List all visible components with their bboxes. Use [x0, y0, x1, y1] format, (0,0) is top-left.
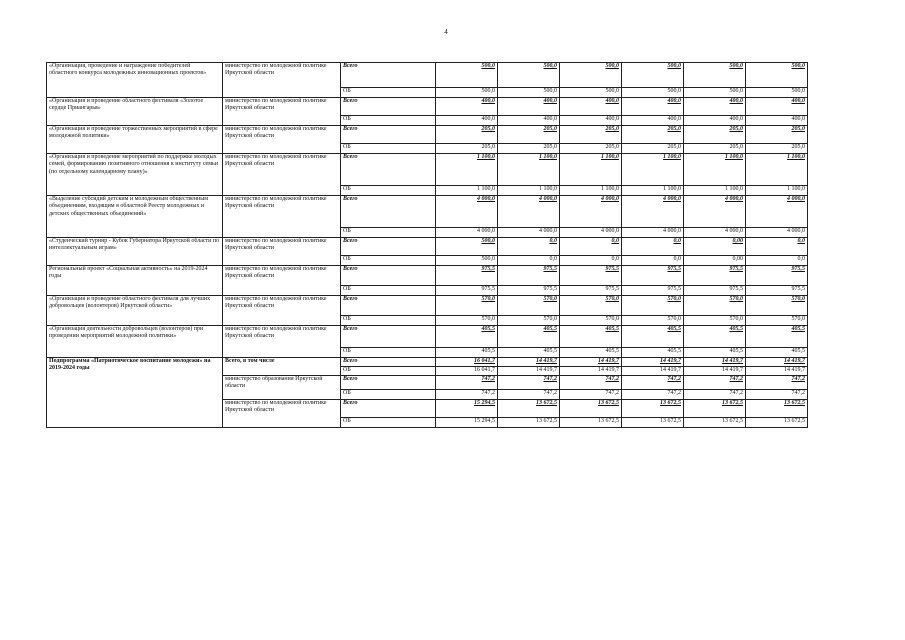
- event-name: Региональный проект «Социальная активность» на 2019-2024 годы: [47, 266, 223, 296]
- row-value-y6: 570,0: [746, 316, 808, 326]
- row-type-label: ОБ: [341, 286, 436, 296]
- row-value-y5: 0,00: [684, 238, 746, 256]
- row-value-y1: 1 100,0: [436, 186, 498, 196]
- subexec-type-label: ОБ: [341, 390, 436, 400]
- row-value-y5: 405,5: [684, 326, 746, 348]
- row-value-y3: 570,0: [560, 296, 622, 316]
- row-value-y6: 405,5: [746, 348, 808, 358]
- row-value-y3: 1 100,0: [560, 154, 622, 186]
- row-value-y4: 205,0: [622, 144, 684, 154]
- subprogram-title: Подпрограмма «Патриотическое воспитание молодежи» на 2019-2024 годы: [47, 358, 223, 428]
- row-value-y1: 570,0: [436, 316, 498, 326]
- row-type-label: ОБ: [341, 186, 436, 196]
- row-type-label: ОБ: [341, 228, 436, 238]
- row-value-y5: 0,00: [684, 256, 746, 266]
- row-value-y4: 570,0: [622, 316, 684, 326]
- row-type-label: Всего: [341, 238, 436, 256]
- row-value-y1: 975,5: [436, 286, 498, 296]
- table-row: [47, 98, 808, 116]
- subexec-value-y6: 13 672,5: [746, 400, 808, 418]
- row-value-y6: 4 000,0: [746, 228, 808, 238]
- row-value-y6: 1 100,0: [746, 154, 808, 186]
- row-value-y4: 975,5: [622, 286, 684, 296]
- row-value-y5: 975,5: [684, 286, 746, 296]
- subtotal-value-y5: 14 419,7: [684, 358, 746, 367]
- row-value-y3: 405,5: [560, 326, 622, 348]
- subtotal-value-y2: 14 419,7: [498, 358, 560, 367]
- subexec-value-y6: 747,2: [746, 390, 808, 400]
- subexec-type-label: Всего: [341, 376, 436, 390]
- row-value-y6: 500,0: [746, 63, 808, 88]
- subtotal-value-y6: 14 419,7: [746, 358, 808, 367]
- executor-name: министерство по молодежной политике Иркутской области: [223, 266, 341, 296]
- subexec-value-y2: 747,2: [498, 390, 560, 400]
- subexec-type-label: Всего: [341, 400, 436, 418]
- row-value-y1: 500,0: [436, 238, 498, 256]
- row-value-y6: 0,0: [746, 256, 808, 266]
- row-value-y6: 400,0: [746, 98, 808, 116]
- executor-name: министерство по молодежной политике Иркутской области: [223, 326, 341, 358]
- row-value-y2: 405,5: [498, 326, 560, 348]
- row-value-y3: 400,0: [560, 98, 622, 116]
- row-value-y3: 0,0: [560, 256, 622, 266]
- subexec-value-y1: 15 294,5: [436, 418, 498, 428]
- row-value-y4: 405,5: [622, 348, 684, 358]
- row-value-y5: 570,0: [684, 316, 746, 326]
- row-value-y5: 405,5: [684, 348, 746, 358]
- executor-name: министерство по молодежной политике Иркутской области: [223, 296, 341, 326]
- row-value-y1: 400,0: [436, 116, 498, 126]
- row-value-y1: 500,0: [436, 256, 498, 266]
- row-type-label: Всего: [341, 126, 436, 144]
- row-value-y3: 975,5: [560, 266, 622, 286]
- subexec-value-y5: 747,2: [684, 376, 746, 390]
- row-value-y2: 400,0: [498, 98, 560, 116]
- row-value-y3: 0,0: [560, 238, 622, 256]
- row-value-y4: 405,5: [622, 326, 684, 348]
- subexec-value-y4: 13 672,5: [622, 400, 684, 418]
- row-value-y5: 1 100,0: [684, 186, 746, 196]
- table-row: [47, 358, 808, 367]
- executor-name: министерство по молодежной политике Иркутской области: [223, 196, 341, 238]
- row-value-y4: 0,0: [622, 256, 684, 266]
- subexec-value-y3: 747,2: [560, 390, 622, 400]
- row-type-label: Всего: [341, 154, 436, 186]
- row-value-y3: 500,0: [560, 63, 622, 88]
- row-value-y6: 400,0: [746, 116, 808, 126]
- row-type-label: ОБ: [341, 116, 436, 126]
- subexec-type-label: ОБ: [341, 418, 436, 428]
- table-row: [47, 326, 808, 348]
- executor-name: министерство по молодежной политике Иркутской области: [223, 98, 341, 126]
- table-row: [47, 154, 808, 186]
- table-row: [47, 126, 808, 144]
- row-value-y5: 205,0: [684, 144, 746, 154]
- row-value-y6: 4 000,0: [746, 196, 808, 228]
- subexec-value-y6: 747,2: [746, 376, 808, 390]
- subtotal-value-y5: 14 419,7: [684, 367, 746, 376]
- event-name: «Организация и проведение областного фестиваля «Золотое сердце Приангарья»: [47, 98, 223, 126]
- executor-name: министерство по молодежной политике Иркутской области: [223, 126, 341, 154]
- subexec-value-y1: 747,2: [436, 390, 498, 400]
- row-value-y3: 205,0: [560, 144, 622, 154]
- subexec-value-y5: 13 672,5: [684, 418, 746, 428]
- executor-name: министерство по молодежной политике Иркутской области: [223, 63, 341, 98]
- row-value-y4: 0,0: [622, 238, 684, 256]
- subprogram-executor: министерство по молодежной политике Иркутской области: [223, 400, 341, 428]
- row-value-y6: 500,0: [746, 88, 808, 98]
- row-value-y3: 4 000,0: [560, 196, 622, 228]
- table-row: [47, 238, 808, 256]
- row-value-y5: 400,0: [684, 98, 746, 116]
- row-value-y2: 975,5: [498, 266, 560, 286]
- row-type-label: Всего: [341, 296, 436, 316]
- row-value-y3: 205,0: [560, 126, 622, 144]
- row-value-y6: 975,5: [746, 266, 808, 286]
- row-value-y6: 205,0: [746, 126, 808, 144]
- event-name: «Организация и проведение мероприятий по поддержке молодых семей, формированию позитивного отношения к институту семьи (по отдельному календарному плану)»: [47, 154, 223, 196]
- row-value-y1: 405,5: [436, 326, 498, 348]
- row-value-y6: 570,0: [746, 296, 808, 316]
- row-value-y4: 1 100,0: [622, 154, 684, 186]
- row-value-y2: 975,5: [498, 286, 560, 296]
- subexec-value-y5: 13 672,5: [684, 400, 746, 418]
- subexec-value-y5: 747,2: [684, 390, 746, 400]
- row-value-y4: 400,0: [622, 116, 684, 126]
- subexec-value-y2: 13 672,5: [498, 400, 560, 418]
- row-value-y4: 4 000,0: [622, 196, 684, 228]
- row-value-y3: 500,0: [560, 88, 622, 98]
- subexec-value-y3: 747,2: [560, 376, 622, 390]
- row-type-label: ОБ: [341, 256, 436, 266]
- row-type-label: Всего: [341, 266, 436, 286]
- row-value-y1: 570,0: [436, 296, 498, 316]
- row-value-y2: 500,0: [498, 63, 560, 88]
- subtotal-value-y3: 14 419,7: [560, 358, 622, 367]
- row-value-y2: 205,0: [498, 144, 560, 154]
- row-value-y1: 400,0: [436, 98, 498, 116]
- row-value-y4: 205,0: [622, 126, 684, 144]
- row-value-y5: 400,0: [684, 116, 746, 126]
- row-value-y3: 975,5: [560, 286, 622, 296]
- row-value-y3: 400,0: [560, 116, 622, 126]
- row-value-y1: 500,0: [436, 88, 498, 98]
- row-value-y2: 500,0: [498, 88, 560, 98]
- row-value-y2: 570,0: [498, 296, 560, 316]
- row-value-y2: 1 100,0: [498, 186, 560, 196]
- budget-table: [46, 62, 808, 428]
- row-value-y2: 1 100,0: [498, 154, 560, 186]
- row-value-y5: 4 000,0: [684, 228, 746, 238]
- row-value-y6: 205,0: [746, 144, 808, 154]
- row-value-y4: 500,0: [622, 88, 684, 98]
- event-name: «Организация и проведение торжественных мероприятий в сфере молодежной политики»: [47, 126, 223, 154]
- row-value-y6: 405,5: [746, 326, 808, 348]
- row-value-y6: 975,5: [746, 286, 808, 296]
- row-value-y2: 4 000,0: [498, 196, 560, 228]
- subexec-value-y1: 15 294,5: [436, 400, 498, 418]
- table-row: [47, 63, 808, 88]
- page-number: 4: [444, 28, 448, 36]
- row-type-label: ОБ: [341, 348, 436, 358]
- row-value-y2: 570,0: [498, 316, 560, 326]
- row-value-y1: 4 000,0: [436, 196, 498, 228]
- row-value-y2: 4 000,0: [498, 228, 560, 238]
- row-value-y4: 4 000,0: [622, 228, 684, 238]
- row-value-y1: 405,5: [436, 348, 498, 358]
- row-type-label: Всего: [341, 326, 436, 348]
- subexec-value-y3: 13 672,5: [560, 418, 622, 428]
- row-value-y4: 975,5: [622, 266, 684, 286]
- row-value-y6: 0,0: [746, 238, 808, 256]
- row-type-label: Всего: [341, 196, 436, 228]
- executor-name: министерство по молодежной политике Иркутской области: [223, 154, 341, 196]
- row-value-y5: 205,0: [684, 126, 746, 144]
- subtotal-value-y1: 16 041,7: [436, 367, 498, 376]
- table-row: [47, 196, 808, 228]
- subexec-value-y3: 13 672,5: [560, 400, 622, 418]
- row-value-y2: 0,0: [498, 238, 560, 256]
- subtotal-value-y6: 14 419,7: [746, 367, 808, 376]
- subexec-value-y4: 747,2: [622, 390, 684, 400]
- row-value-y6: 1 100,0: [746, 186, 808, 196]
- row-value-y1: 4 000,0: [436, 228, 498, 238]
- subtotal-value-y4: 14 419,7: [622, 367, 684, 376]
- row-value-y4: 500,0: [622, 63, 684, 88]
- subtotal-value-y3: 14 419,7: [560, 367, 622, 376]
- row-value-y5: 4 000,0: [684, 196, 746, 228]
- subtotal-value-y4: 14 419,7: [622, 358, 684, 367]
- row-value-y5: 500,0: [684, 63, 746, 88]
- subexec-value-y1: 747,2: [436, 376, 498, 390]
- subtotal-type-label: ОБ: [341, 367, 436, 376]
- subexec-value-y6: 13 672,5: [746, 418, 808, 428]
- row-value-y4: 570,0: [622, 296, 684, 316]
- row-value-y2: 0,0: [498, 256, 560, 266]
- row-value-y1: 205,0: [436, 144, 498, 154]
- executor-name: министерство по молодежной политике Иркутской области: [223, 238, 341, 266]
- row-value-y3: 1 100,0: [560, 186, 622, 196]
- row-type-label: ОБ: [341, 144, 436, 154]
- subtotal-value-y2: 14 419,7: [498, 367, 560, 376]
- row-value-y5: 570,0: [684, 296, 746, 316]
- event-name: «Организация, проведение и награждение победителей областного конкурса молодежных инновационных проектов»: [47, 63, 223, 98]
- subexec-value-y4: 747,2: [622, 376, 684, 390]
- row-value-y2: 405,5: [498, 348, 560, 358]
- row-value-y2: 205,0: [498, 126, 560, 144]
- row-value-y5: 1 100,0: [684, 154, 746, 186]
- event-name: «Организация и проведение областного фестиваля для лучших добровольцев (волонтеров) Иркутской области»: [47, 296, 223, 326]
- subtotal-type-label: Всего: [341, 358, 436, 367]
- table-row: [47, 266, 808, 286]
- subexec-value-y2: 13 672,5: [498, 418, 560, 428]
- event-name: «Выделение субсидий детским и молодежным общественным объединениям, входящим в областной Реестр молодежных и детских общественных объединений»: [47, 196, 223, 238]
- row-value-y4: 1 100,0: [622, 186, 684, 196]
- row-type-label: Всего: [341, 98, 436, 116]
- subprogram-total-label: Всего, в том числе: [223, 358, 341, 376]
- row-value-y1: 1 100,0: [436, 154, 498, 186]
- row-value-y3: 405,5: [560, 348, 622, 358]
- subtotal-value-y1: 16 041,7: [436, 358, 498, 367]
- row-value-y3: 4 000,0: [560, 228, 622, 238]
- row-value-y1: 205,0: [436, 126, 498, 144]
- row-type-label: ОБ: [341, 88, 436, 98]
- subexec-value-y2: 747,2: [498, 376, 560, 390]
- event-name: «Организация деятельности добровольцев (волонтеров) при проведении мероприятий молодежной политики»: [47, 326, 223, 358]
- row-type-label: ОБ: [341, 316, 436, 326]
- row-value-y4: 400,0: [622, 98, 684, 116]
- row-value-y1: 975,5: [436, 266, 498, 286]
- event-name: «Студенческий турнир - Кубок Губернатора Иркутской области по интеллектуальным играм»: [47, 238, 223, 266]
- row-value-y1: 500,0: [436, 63, 498, 88]
- subexec-value-y4: 13 672,5: [622, 418, 684, 428]
- row-value-y5: 975,5: [684, 266, 746, 286]
- row-type-label: Всего: [341, 63, 436, 88]
- table-row: [47, 296, 808, 316]
- row-value-y2: 400,0: [498, 116, 560, 126]
- row-value-y3: 570,0: [560, 316, 622, 326]
- subprogram-executor: министерство образования Иркутской области: [223, 376, 341, 400]
- row-value-y5: 500,0: [684, 88, 746, 98]
